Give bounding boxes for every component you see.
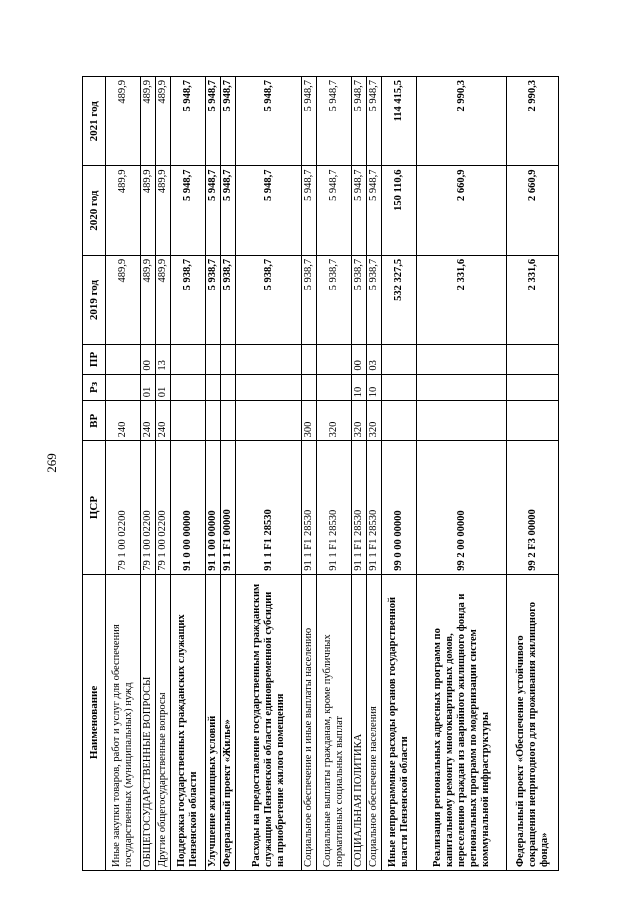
row-vr: 320 — [352, 401, 367, 441]
row-2021: 114 415,5 — [382, 77, 417, 166]
row-2020: 5 948,7 — [352, 166, 367, 255]
row-vr — [206, 401, 221, 441]
row-2021: 2 990,3 — [417, 77, 507, 166]
row-vr: 320 — [317, 401, 352, 441]
row-csr: 91 1 00 00000 — [206, 441, 221, 574]
row-csr: 99 0 00 00000 — [382, 441, 417, 574]
row-pr — [317, 345, 352, 374]
row-csr: 91 1 F1 28530 — [317, 441, 352, 574]
header-pr: ПР — [83, 345, 106, 374]
row-2019: 2 331,6 — [507, 255, 559, 344]
table-row — [236, 77, 302, 871]
page-number: 269 — [43, 453, 59, 473]
budget-table — [82, 76, 559, 871]
table-row — [302, 77, 317, 871]
row-vr: 240 — [141, 401, 156, 441]
row-2020: 5 948,7 — [317, 166, 352, 255]
row-name: СОЦИАЛЬНАЯ ПОЛИТИКА — [352, 574, 367, 870]
row-2019: 5 938,7 — [367, 255, 382, 344]
header-2019: 2019 год — [83, 255, 106, 344]
row-2019: 5 938,7 — [171, 255, 206, 344]
row-pr: 00 — [352, 345, 367, 374]
row-rz — [317, 374, 352, 401]
row-2021: 5 948,7 — [206, 77, 221, 166]
table-row — [156, 77, 171, 871]
row-vr: 300 — [302, 401, 317, 441]
row-2020: 489,9 — [106, 166, 141, 255]
row-name: Иные закупки товаров, работ и услуг для обеспечения государственных (муниципальных) нужд — [106, 574, 141, 870]
row-rz — [302, 374, 317, 401]
row-rz — [171, 374, 206, 401]
row-csr: 99 2 F3 00000 — [507, 441, 559, 574]
header-name: Наименование — [83, 574, 106, 870]
row-pr — [417, 345, 507, 374]
row-rz: 01 — [156, 374, 171, 401]
header-csr: ЦСР — [83, 441, 106, 574]
row-name: Социальные выплаты гражданам, кроме публичных нормативных социальных выплат — [317, 574, 352, 870]
row-pr — [221, 345, 236, 374]
row-2021: 2 990,3 — [507, 77, 559, 166]
row-rz — [206, 374, 221, 401]
row-rz — [507, 374, 559, 401]
row-name: Реализация региональных адресных программ по капитальному ремонту многоквартирных домов, переселению граждан из аварийного жилищного фонда и региональных программ по модернизации систем коммунальной инфраструктуры — [417, 574, 507, 870]
row-csr: 91 1 F1 28530 — [352, 441, 367, 574]
row-rz — [236, 374, 302, 401]
row-2019: 489,9 — [156, 255, 171, 344]
row-csr: 79 1 00 02200 — [106, 441, 141, 574]
row-csr: 99 2 00 00000 — [417, 441, 507, 574]
row-2020: 5 948,7 — [206, 166, 221, 255]
table-row — [507, 77, 559, 871]
row-pr — [236, 345, 302, 374]
row-vr: 240 — [156, 401, 171, 441]
row-2020: 150 110,6 — [382, 166, 417, 255]
row-2021: 489,9 — [156, 77, 171, 166]
row-csr: 79 1 00 02200 — [156, 441, 171, 574]
rotated-table-container — [82, 76, 559, 871]
table-header-row — [83, 77, 106, 871]
row-pr — [171, 345, 206, 374]
row-name: Федеральный проект «Жилье» — [221, 574, 236, 870]
row-rz — [417, 374, 507, 401]
row-pr — [302, 345, 317, 374]
row-2019: 5 938,7 — [317, 255, 352, 344]
row-vr — [236, 401, 302, 441]
row-2020: 489,9 — [156, 166, 171, 255]
table-row — [352, 77, 367, 871]
table-row — [106, 77, 141, 871]
table-row — [141, 77, 156, 871]
row-2019: 5 938,7 — [302, 255, 317, 344]
header-rz: Рз — [83, 374, 106, 401]
row-csr: 91 1 F1 28530 — [236, 441, 302, 574]
row-rz — [221, 374, 236, 401]
row-2019: 5 938,7 — [352, 255, 367, 344]
table-row — [171, 77, 206, 871]
row-2021: 5 948,7 — [367, 77, 382, 166]
row-2021: 5 948,7 — [317, 77, 352, 166]
row-vr — [221, 401, 236, 441]
row-pr: 03 — [367, 345, 382, 374]
row-2019: 532 327,5 — [382, 255, 417, 344]
row-2021: 5 948,7 — [352, 77, 367, 166]
row-name: Улучшение жилищных условий — [206, 574, 221, 870]
table-row — [367, 77, 382, 871]
row-name: Расходы на предоставление государственным гражданским служащим Пензенской области единовременной субсидии на приобретение жилого помещения — [236, 574, 302, 870]
row-vr — [507, 401, 559, 441]
row-vr — [382, 401, 417, 441]
row-name: ОБЩЕГОСУДАРСТВЕННЫЕ ВОПРОСЫ — [141, 574, 156, 870]
row-rz: 01 — [141, 374, 156, 401]
row-2021: 5 948,7 — [171, 77, 206, 166]
header-2020: 2020 год — [83, 166, 106, 255]
row-csr: 91 1 F1 00000 — [221, 441, 236, 574]
row-2020: 5 948,7 — [221, 166, 236, 255]
row-pr: 13 — [156, 345, 171, 374]
row-vr: 320 — [367, 401, 382, 441]
row-2020: 5 948,7 — [171, 166, 206, 255]
row-2021: 489,9 — [141, 77, 156, 166]
row-name: Другие общегосударственные вопросы — [156, 574, 171, 870]
row-csr: 91 1 F1 28530 — [302, 441, 317, 574]
row-csr: 79 1 00 02200 — [141, 441, 156, 574]
row-2019: 5 938,7 — [206, 255, 221, 344]
header-vr: ВР — [83, 401, 106, 441]
row-csr: 91 0 00 00000 — [171, 441, 206, 574]
row-2020: 5 948,7 — [236, 166, 302, 255]
row-rz — [106, 374, 141, 401]
row-name: Социальное обеспечение и иные выплаты населению — [302, 574, 317, 870]
row-vr: 240 — [106, 401, 141, 441]
row-2019: 2 331,6 — [417, 255, 507, 344]
row-pr — [106, 345, 141, 374]
row-rz: 10 — [352, 374, 367, 401]
row-2020: 489,9 — [141, 166, 156, 255]
row-2020: 5 948,7 — [367, 166, 382, 255]
row-name: Иные непрограммные расходы органов государственной власти Пензенской области — [382, 574, 417, 870]
row-2019: 5 938,7 — [221, 255, 236, 344]
row-2019: 5 938,7 — [236, 255, 302, 344]
row-rz: 10 — [367, 374, 382, 401]
row-csr: 91 1 F1 28530 — [367, 441, 382, 574]
row-2021: 5 948,7 — [221, 77, 236, 166]
table-row — [417, 77, 507, 871]
row-2019: 489,9 — [106, 255, 141, 344]
row-vr — [171, 401, 206, 441]
row-name: Социальное обеспечение населения — [367, 574, 382, 870]
row-2020: 2 660,9 — [507, 166, 559, 255]
row-2019: 489,9 — [141, 255, 156, 344]
row-vr — [417, 401, 507, 441]
row-pr — [382, 345, 417, 374]
row-2021: 489,9 — [106, 77, 141, 166]
row-name: Поддержка государственных гражданских служащих Пензенской области — [171, 574, 206, 870]
table-row — [317, 77, 352, 871]
row-2020: 2 660,9 — [417, 166, 507, 255]
row-pr: 00 — [141, 345, 156, 374]
row-pr — [206, 345, 221, 374]
row-rz — [382, 374, 417, 401]
row-2021: 5 948,7 — [236, 77, 302, 166]
header-2021: 2021 год — [83, 77, 106, 166]
table-row — [206, 77, 221, 871]
row-pr — [507, 345, 559, 374]
row-name: Федеральный проект «Обеспечение устойчивого сокращения непригодного для проживания жилищного фонда» — [507, 574, 559, 870]
row-2021: 5 948,7 — [302, 77, 317, 166]
table-row — [382, 77, 417, 871]
table-row — [221, 77, 236, 871]
row-2020: 5 948,7 — [302, 166, 317, 255]
